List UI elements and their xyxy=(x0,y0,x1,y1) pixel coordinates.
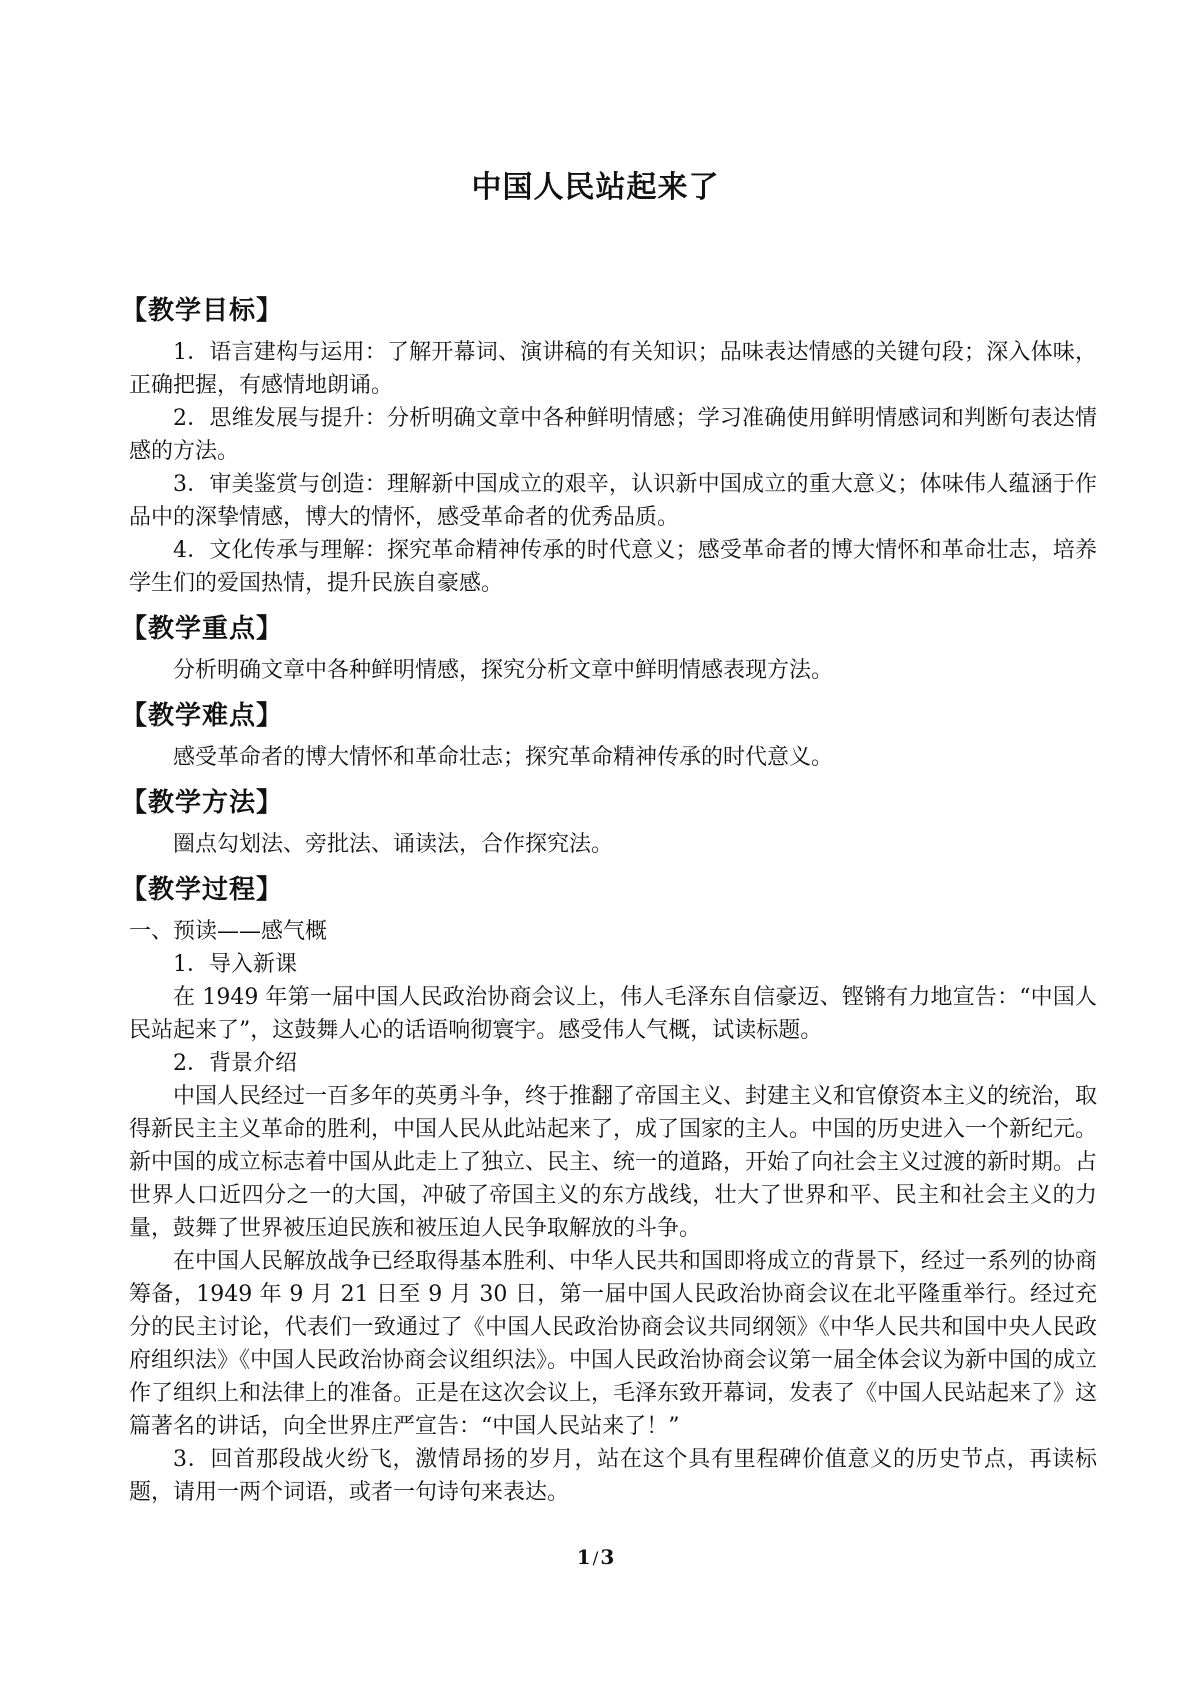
section-heading-difficulties: 【教学难点】 xyxy=(121,701,284,731)
objective-item: 2．思维发展与提升：分析明确文章中各种鲜明情感；学习准确使用鲜明情感词和判断句表达情感的方法。 xyxy=(129,406,1097,464)
difficulties-text: 感受革命者的博大情怀和革命壮志；探究革命精神传承的时代意义。 xyxy=(173,745,834,770)
process-step-text: 3．回首那段战火纷飞，激情昂扬的岁月，站在这个具有里程碑价值意义的历史节点，再读标题，请用一两个词语，或者一句诗句来表达。 xyxy=(129,1447,1097,1505)
process-part-title: 一、预读——感气概 xyxy=(129,919,328,944)
process-step-text: 在中国人民解放战争已经取得基本胜利、中华人民共和国即将成立的背景下，经过一系列的协商筹备，1949 年 9 月 21 日至 9 月 30 日，第一届中国人民政治协商会议在北平隆重举行。经过充分的民主讨论，代表们一致通过了《中国人民政治协商会议共同纲领》《中华人民共和国中央人民政府组织法》《中国人民政治协商会议组织法》。中国人民政治协商会议第一届全体会议为新中国的成立作了组织上和法律上的准备。正是在这次会议上，毛泽东致开幕词，发表了《中国人民站起来了》这篇著名的讲话，向全世界庄严宣告：“中国人民站来了！” xyxy=(129,1249,1098,1439)
page-total: 3 xyxy=(600,1545,615,1569)
section-heading-methods: 【教学方法】 xyxy=(121,788,284,818)
page-current: 1 xyxy=(576,1545,591,1569)
document-title: 中国人民站起来了 xyxy=(471,170,720,205)
process-step-text: 中国人民经过一百多年的英勇斗争，终于推翻了帝国主义、封建主义和官僚资本主义的统治，取得新民主主义革命的胜利，中国人民从此站起来了，成了国家的主人。中国的历史进入一个新纪元。新中国的成立标志着中国从此走上了独立、民主、统一的道路，开始了向社会主义过渡的新时期。占世界人口近四分之一的大国，冲破了帝国主义的东方战线，壮大了世界和平、民主和社会主义的力量，鼓舞了世界被压迫民族和被压迫人民争取解放的斗争。 xyxy=(129,1084,1098,1241)
process-step-text: 在 1949 年第一届中国人民政治协商会议上，伟人毛泽东自信豪迈、铿锵有力地宣告：“中国人民站起来了”，这鼓舞人心的话语响彻寰宇。感受伟人气概，试读标题。 xyxy=(129,985,1097,1043)
objective-item: 4．文化传承与理解：探究革命精神传承的时代意义；感受革命者的博大情怀和革命壮志，培养学生们的爱国热情，提升民族自豪感。 xyxy=(129,538,1097,596)
methods-text: 圈点勾划法、旁批法、诵读法，合作探究法。 xyxy=(173,832,614,857)
page-separator: / xyxy=(592,1549,599,1569)
key-points-text: 分析明确文章中各种鲜明情感，探究分析文章中鲜明情感表现方法。 xyxy=(173,658,834,683)
page-number xyxy=(0,1543,1191,1573)
section-heading-objectives: 【教学目标】 xyxy=(121,296,284,326)
document-body xyxy=(121,292,1098,1509)
objective-item: 1．语言建构与运用：了解开幕词、演讲稿的有关知识；品味表达情感的关键句段；深入体味，正确把握，有感情地朗诵。 xyxy=(129,340,1097,398)
section-heading-key-points: 【教学重点】 xyxy=(121,614,284,644)
section-heading-process: 【教学过程】 xyxy=(121,875,284,905)
process-step-title: 2．背景介绍 xyxy=(173,1051,297,1076)
objective-item: 3．审美鉴赏与创造：理解新中国成立的艰辛，认识新中国成立的重大意义；体味伟人蕴涵于作品中的深挚情感，博大的情怀，感受革命者的优秀品质。 xyxy=(129,472,1097,530)
process-step-title: 1．导入新课 xyxy=(173,952,297,977)
